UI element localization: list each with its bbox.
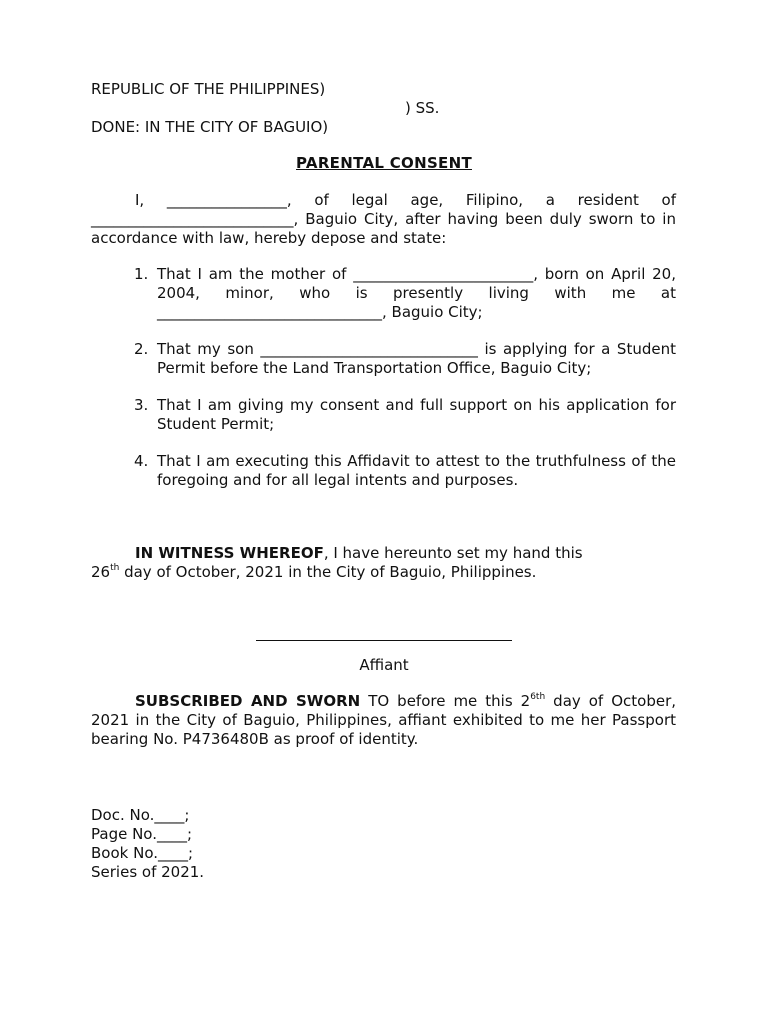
item-number: 3. — [134, 396, 149, 414]
caption-city: DONE: IN THE CITY OF BAGUIO) — [91, 118, 329, 136]
doc-number: Doc. No.____; — [91, 806, 190, 824]
caption-republic: REPUBLIC OF THE PHILIPPINES) — [91, 80, 326, 98]
address-blank: ___________________________ — [91, 210, 294, 228]
name-blank: ________________ — [166, 191, 287, 209]
page-number: Page No.____; — [91, 825, 193, 843]
statement-item-2: 2. That my son _____________________________ is applying for a Student Permit before the Land Transportation Office, Baguio City; — [134, 340, 676, 377]
caption-ss: ) SS. — [405, 99, 440, 117]
book-number: Book No.____; — [91, 844, 194, 862]
item-number: 4. — [134, 452, 149, 470]
item-number: 1. — [134, 265, 149, 283]
statement-item-3: 3. That I am giving my consent and full support on his application for Student Permit; — [134, 396, 676, 433]
notarial-register — [91, 806, 204, 882]
statement-item-1: 1. That I am the mother of ________________________, born on April 20, 2004, minor, who is presently living with me at ______________________________, Baguio City; — [134, 265, 676, 321]
venue-caption — [91, 80, 511, 137]
witness-paragraph: IN WITNESS WHEREOF, I have hereunto set my hand this 26th day of October, 2021 in the City of Baguio, Philippines. — [91, 544, 583, 581]
statement-item-4: 4. That I am executing this Affidavit to attest to the truthfulness of the foregoing and for all legal intents and purposes. — [134, 452, 676, 489]
item-number: 2. — [134, 340, 149, 358]
statement-list — [134, 265, 676, 508]
document-title: PARENTAL CONSENT — [296, 154, 472, 172]
child-name-blank: ________________________ — [353, 265, 534, 283]
signature-line — [256, 640, 512, 641]
intro-paragraph: I, ________________, of legal age, Filipino, a resident of ___________________________, Baguio City, after having been duly sworn to in accordance with law, hereby depose and state: — [91, 191, 676, 247]
jurat-paragraph: SUBSCRIBED AND SWORN TO before me this $2^{6th}$ day of October, 2021 in the City of Baguio, Philippines, affiant exhibited to me her Passport bearing No. P4736480B as proof of identity. — [91, 692, 677, 748]
affiant-label: Affiant — [359, 656, 409, 674]
series-year: Series of 2021. — [91, 863, 205, 881]
residence-blank: ______________________________ — [157, 303, 382, 321]
son-name-blank: _____________________________ — [260, 340, 478, 358]
